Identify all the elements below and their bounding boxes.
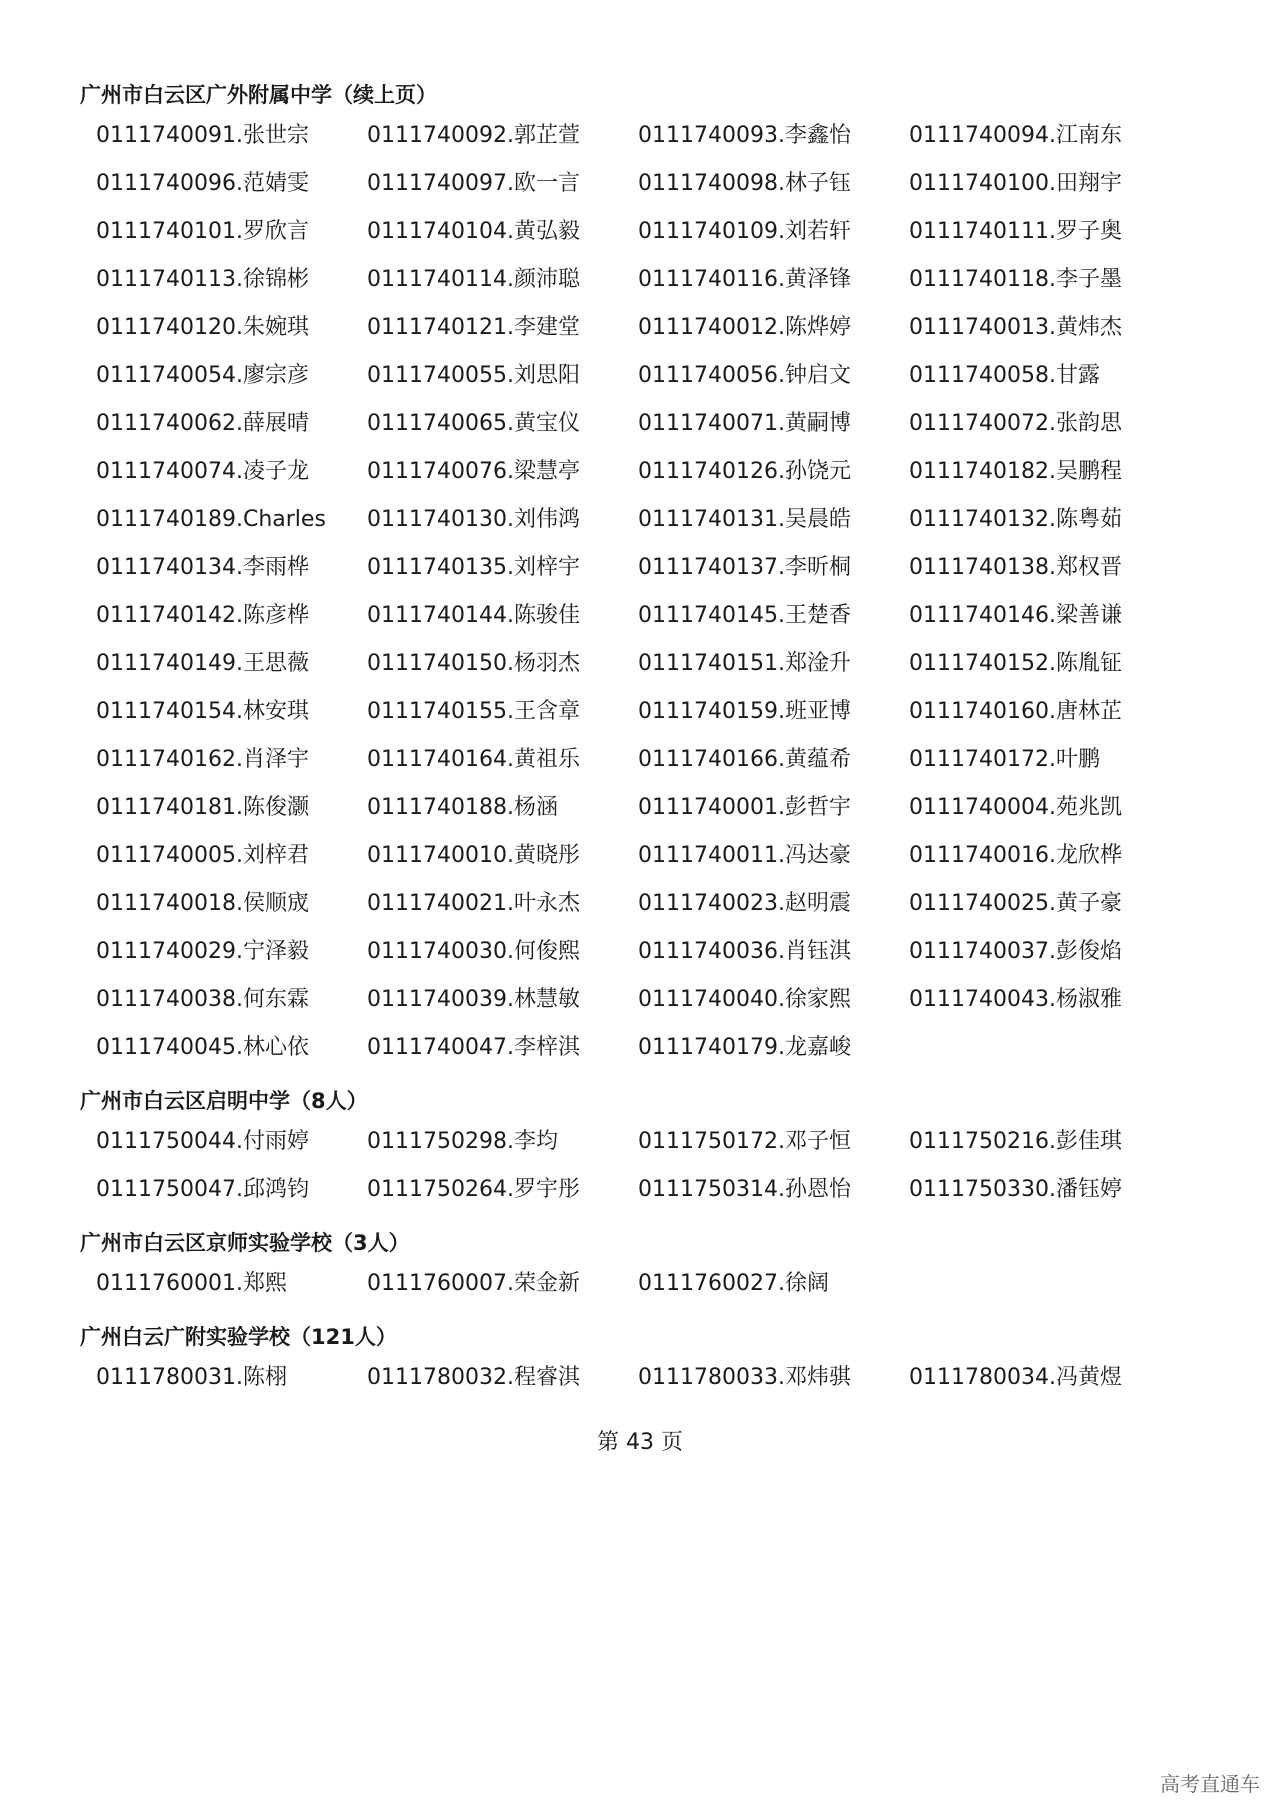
student-entry: 0111740159.班亚博 — [638, 699, 851, 724]
student-entry: 0111740038.何东霖 — [96, 987, 309, 1012]
student-entry: 0111740134.李雨桦 — [96, 555, 309, 580]
student-grid — [80, 1354, 1210, 1402]
student-entry: 0111740039.林慧敏 — [367, 987, 580, 1012]
student-entry: 0111740096.范婧雯 — [96, 171, 309, 196]
school-section — [80, 78, 1210, 1072]
student-entry: 0111760027.徐阔 — [638, 1271, 829, 1296]
student-grid — [80, 1260, 1210, 1308]
student-entry: 0111740181.陈俊灏 — [96, 795, 309, 820]
student-grid — [80, 1118, 1210, 1214]
student-entry: 0111740179.龙嘉峻 — [638, 1035, 851, 1060]
student-entry: 0111740164.黄祖乐 — [367, 747, 580, 772]
page-number: 第 43 页 — [597, 1430, 683, 1455]
student-entry: 0111740043.杨淑雅 — [909, 987, 1122, 1012]
student-entry: 0111740010.黄晓彤 — [367, 843, 580, 868]
student-entry: 0111740160.唐林芷 — [909, 699, 1122, 724]
student-entry: 0111740012.陈烨婷 — [638, 315, 851, 340]
student-entry: 0111740029.宁泽毅 — [96, 939, 309, 964]
student-entry: 0111740172.叶鹏 — [909, 747, 1100, 772]
student-entry: 0111740114.颜沛聪 — [367, 267, 580, 292]
student-entry: 0111740005.刘梓君 — [96, 843, 309, 868]
student-entry: 0111740093.李鑫怡 — [638, 123, 851, 148]
student-entry: 0111740104.黄弘毅 — [367, 219, 580, 244]
student-entry: 0111740137.李昕桐 — [638, 555, 851, 580]
student-grid — [80, 112, 1210, 1072]
school-title: 广州白云广附实验学校（121人） — [80, 1325, 397, 1349]
student-entry: 0111740047.李梓淇 — [367, 1035, 580, 1060]
student-entry: 0111740113.徐锦彬 — [96, 267, 309, 292]
student-entry: 0111740097.欧一言 — [367, 171, 580, 196]
school-section — [80, 1226, 1210, 1308]
student-entry: 0111740144.陈骏佳 — [367, 603, 580, 628]
student-entry: 0111750044.付雨婷 — [96, 1129, 309, 1154]
student-entry: 0111740036.肖钰淇 — [638, 939, 851, 964]
watermark: 高考直通车 — [1160, 1772, 1260, 1796]
student-entry: 0111750047.邱鸿钧 — [96, 1177, 309, 1202]
student-entry: 0111740058.甘露 — [909, 363, 1100, 388]
student-entry: 0111740116.黄泽锋 — [638, 267, 851, 292]
student-entry: 0111740142.陈彦桦 — [96, 603, 309, 628]
student-entry: 0111780031.陈栩 — [96, 1365, 287, 1390]
student-entry: 0111740021.叶永杰 — [367, 891, 580, 916]
student-entry: 0111740189.Charles — [96, 507, 326, 532]
student-entry: 0111740004.苑兆凯 — [909, 795, 1122, 820]
student-entry: 0111750216.彭佳琪 — [909, 1129, 1122, 1154]
student-entry: 0111740023.赵明震 — [638, 891, 851, 916]
student-entry: 0111740149.王思薇 — [96, 651, 309, 676]
student-entry: 0111780034.冯黄煜 — [909, 1365, 1122, 1390]
student-entry: 0111740072.张韵思 — [909, 411, 1122, 436]
student-entry: 0111740126.孙饶元 — [638, 459, 851, 484]
student-entry: 0111740025.黄子豪 — [909, 891, 1122, 916]
student-entry: 0111740098.林子钰 — [638, 171, 851, 196]
student-entry: 0111740076.梁慧亭 — [367, 459, 580, 484]
student-entry: 0111740166.黄蕴希 — [638, 747, 851, 772]
student-entry: 0111740030.何俊熙 — [367, 939, 580, 964]
document-body — [80, 78, 1210, 1402]
student-entry: 0111740040.徐家熙 — [638, 987, 851, 1012]
student-entry: 0111740062.薛展晴 — [96, 411, 309, 436]
student-entry: 0111780032.程睿淇 — [367, 1365, 580, 1390]
student-entry: 0111740155.王含章 — [367, 699, 580, 724]
student-entry: 0111740054.廖宗彦 — [96, 363, 309, 388]
school-section — [80, 1084, 1210, 1214]
student-entry: 0111740094.江南东 — [909, 123, 1122, 148]
student-entry: 0111740188.杨涵 — [367, 795, 558, 820]
student-entry: 0111740132.陈粤茹 — [909, 507, 1122, 532]
student-entry: 0111740162.肖泽宇 — [96, 747, 309, 772]
student-entry: 0111740011.冯达豪 — [638, 843, 851, 868]
student-entry: 0111740130.刘伟鸿 — [367, 507, 580, 532]
student-entry: 0111740074.凌子龙 — [96, 459, 309, 484]
student-entry: 0111740121.李建堂 — [367, 315, 580, 340]
student-entry: 0111740101.罗欣言 — [96, 219, 309, 244]
student-entry: 0111740118.李子墨 — [909, 267, 1122, 292]
student-entry: 0111760001.郑熙 — [96, 1271, 287, 1296]
school-title: 广州市白云区京师实验学校（3人） — [80, 1231, 410, 1255]
student-entry: 0111740071.黄嗣博 — [638, 411, 851, 436]
student-entry: 0111740150.杨羽杰 — [367, 651, 580, 676]
school-section — [80, 1320, 1210, 1402]
student-entry: 0111740045.林心依 — [96, 1035, 309, 1060]
student-entry: 0111740111.罗子奥 — [909, 219, 1122, 244]
student-entry: 0111740120.朱婉琪 — [96, 315, 309, 340]
student-entry: 0111740109.刘若轩 — [638, 219, 851, 244]
student-entry: 0111740056.钟启文 — [638, 363, 851, 388]
student-entry: 0111740138.郑权晋 — [909, 555, 1122, 580]
student-entry: 0111740100.田翔宇 — [909, 171, 1122, 196]
student-entry: 0111740055.刘思阳 — [367, 363, 580, 388]
student-entry: 0111750298.李均 — [367, 1129, 558, 1154]
student-entry: 0111740065.黄宝仪 — [367, 411, 580, 436]
student-entry: 0111740152.陈胤钲 — [909, 651, 1122, 676]
student-entry: 0111760007.荣金新 — [367, 1271, 580, 1296]
student-entry: 0111740151.郑淦升 — [638, 651, 851, 676]
student-entry: 0111740016.龙欣桦 — [909, 843, 1122, 868]
student-entry: 0111740145.王楚香 — [638, 603, 851, 628]
student-entry: 0111740091.张世宗 — [96, 123, 309, 148]
student-entry: 0111750264.罗宇彤 — [367, 1177, 580, 1202]
student-entry: 0111740131.吴晨皓 — [638, 507, 851, 532]
student-entry: 0111740018.侯顺宬 — [96, 891, 309, 916]
student-entry: 0111740154.林安琪 — [96, 699, 309, 724]
student-entry: 0111740135.刘梓宇 — [367, 555, 580, 580]
student-entry: 0111740092.郭芷萱 — [367, 123, 580, 148]
student-entry: 0111740146.梁善谦 — [909, 603, 1122, 628]
student-entry: 0111750172.邓子恒 — [638, 1129, 851, 1154]
student-entry: 0111780033.邓炜骐 — [638, 1365, 851, 1390]
student-entry: 0111750330.潘钰婷 — [909, 1177, 1122, 1202]
student-entry: 0111740001.彭哲宇 — [638, 795, 851, 820]
student-entry: 0111740037.彭俊焰 — [909, 939, 1122, 964]
student-entry: 0111740013.黄炜杰 — [909, 315, 1122, 340]
school-title: 广州市白云区广外附属中学（续上页） — [80, 83, 437, 107]
student-entry: 0111740182.吴鹏程 — [909, 459, 1122, 484]
school-title: 广州市白云区启明中学（8人） — [80, 1089, 368, 1113]
student-entry: 0111750314.孙恩怡 — [638, 1177, 851, 1202]
